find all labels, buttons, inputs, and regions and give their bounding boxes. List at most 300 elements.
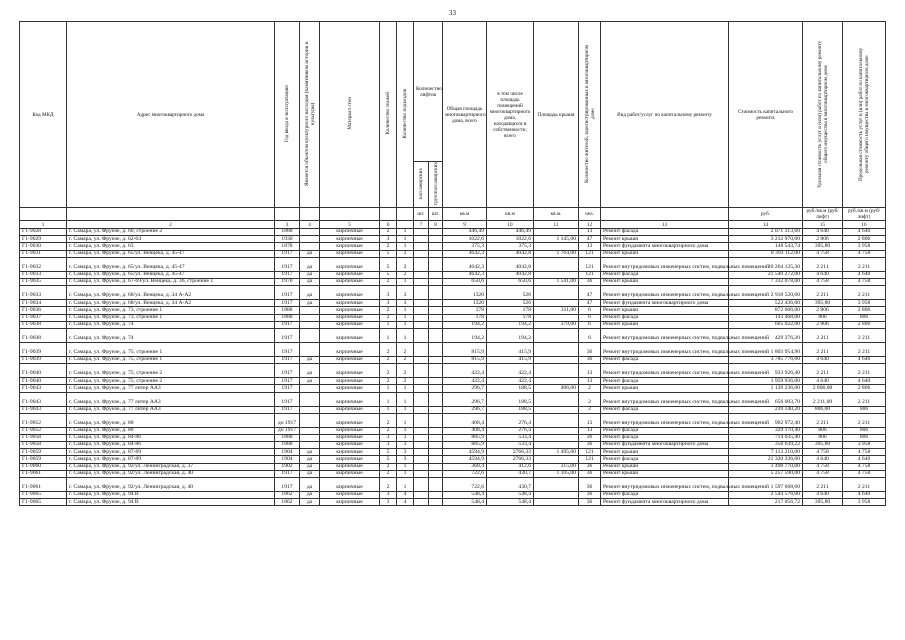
- cell-area-owned: 533,4: [487, 434, 534, 441]
- cell-work-type: Ремонт фасада: [601, 434, 729, 441]
- cell-heritage: да: [300, 271, 320, 278]
- cell-max-cost: 3 958: [843, 243, 886, 250]
- cell-wall: кирпичные: [320, 257, 380, 271]
- cell-area-total: 4594,9: [443, 456, 487, 463]
- cell-cost: 429 376,20: [729, 328, 803, 342]
- cell-address: г. Самара, ул. Фрунзе, д. 84-86: [67, 434, 275, 441]
- cell-address: г. Самара, ул. Фрунзе, д. 87-89: [67, 449, 275, 456]
- cell-floors: 2: [380, 364, 397, 378]
- cell-floors: 2: [380, 307, 397, 314]
- cell-work-type: Ремонт крыши: [601, 307, 729, 314]
- cell-roof: [534, 229, 579, 236]
- cell-unit-cost: 4 640: [803, 271, 843, 278]
- cell-wall: кирпичные: [320, 478, 380, 492]
- header-unit-cost: Удельная стоимость услуг и (или) работ по капитальному ремонту общего имущества в многоквартирном доме: [803, 22, 843, 208]
- cell-unit-cost: 2 211: [803, 342, 843, 356]
- cell-lifts-pass: [414, 279, 429, 286]
- cell-cost: 1 498 770,00: [729, 463, 803, 470]
- cell-code: Г1-9036: [20, 307, 67, 314]
- table-row: [20, 307, 886, 314]
- column-number: 12: [579, 221, 601, 229]
- column-number: 13: [601, 221, 729, 229]
- cell-wall: кирпичные: [320, 378, 380, 385]
- cell-heritage: да: [300, 478, 320, 492]
- table-row: [20, 442, 886, 449]
- cell-area-total: 650,6: [443, 279, 487, 286]
- cell-cost: 5 257 590,00: [729, 470, 803, 477]
- cell-lifts-pass: [414, 286, 429, 300]
- cell-address: г. Самара, ул. Фрунзе, д. 92/ул. Ленинградская, д. 40: [67, 470, 275, 477]
- table-row: [20, 328, 886, 342]
- cell-heritage: да: [300, 378, 320, 385]
- cell-work-type: Ремонт крыши: [601, 321, 729, 328]
- cell-area-owned: 276,4: [487, 427, 534, 434]
- cell-address: г. Самара, ул. Фрунзе, д. 80: [67, 427, 275, 434]
- cell-address: г. Самара, ул. Фрунзе, д. 75, строение 2: [67, 364, 275, 378]
- cell-area-total: 548,4: [443, 492, 487, 499]
- cell-max-cost: 4 640: [843, 356, 886, 363]
- cell-work-type: Ремонт фундамента многоквартирного дома: [601, 499, 729, 506]
- cell-residents: 47: [579, 300, 601, 307]
- cell-entrances: 2: [397, 378, 414, 385]
- cell-lifts-pass: [414, 364, 429, 378]
- page-number: 33: [449, 9, 456, 17]
- cell-year: 1917: [275, 378, 300, 385]
- cell-address: г. Самара, ул. Фрунзе, д. 84-86: [67, 442, 275, 449]
- unit-lifts-pass: шт.: [414, 208, 429, 221]
- cell-year: 1917: [275, 385, 300, 392]
- cell-heritage: [300, 406, 320, 413]
- cell-area-total: 296,7: [443, 392, 487, 406]
- cell-code: Г1-9040: [20, 378, 67, 385]
- cell-code: Г1-9037: [20, 314, 67, 321]
- cell-lifts-pass: [414, 342, 429, 356]
- cell-code: Г1-9052: [20, 413, 67, 427]
- cell-lifts-pass: [414, 243, 429, 250]
- cell-wall: кирпичные: [320, 492, 380, 499]
- cell-wall: кирпичные: [320, 406, 380, 413]
- cell-cost: 665 022,00: [729, 321, 803, 328]
- cell-roof: [534, 356, 579, 363]
- cell-residents: 36: [579, 478, 601, 492]
- cell-heritage: да: [300, 492, 320, 499]
- column-number: 8: [429, 221, 443, 229]
- cell-floors: 3: [380, 434, 397, 441]
- cell-area-total: 4642,3: [443, 257, 487, 271]
- cell-heritage: [300, 342, 320, 356]
- column-number: 9: [443, 221, 487, 229]
- column-number: 16: [843, 221, 886, 229]
- column-number: 3: [275, 221, 300, 229]
- cell-floors: 5: [380, 271, 397, 278]
- cell-lifts-cargo: [429, 300, 443, 307]
- cell-cost: 902 972,40: [729, 413, 803, 427]
- cell-lifts-cargo: [429, 442, 443, 449]
- cell-floors: 2: [380, 279, 397, 286]
- cell-cost: 7 332 078,00: [729, 279, 803, 286]
- cell-residents: 13: [579, 413, 601, 427]
- cell-lifts-cargo: [429, 413, 443, 427]
- cell-area-owned: 526: [487, 300, 534, 307]
- cell-unit-cost: 2 211: [803, 364, 843, 378]
- cell-code: Г1-9038: [20, 328, 67, 342]
- cell-unit-cost: 806: [803, 434, 843, 441]
- cell-entrances: 1: [397, 427, 414, 434]
- cell-roof: [534, 427, 579, 434]
- cell-work-type: Ремонт фасада: [601, 356, 729, 363]
- cell-area-owned: 188,5: [487, 392, 534, 406]
- cell-address: г. Самара, ул. Фрунзе, д. 65/ул. Венцека, д. 45-47: [67, 257, 275, 271]
- unit-area-owned: кв.м: [487, 208, 534, 221]
- table-row: [20, 499, 886, 506]
- cell-year: 1917: [275, 257, 300, 271]
- cell-entrances: 1: [397, 307, 414, 314]
- table-row: [20, 427, 886, 434]
- cell-floors: 3: [380, 499, 397, 506]
- unit-unit-cost: руб./кв.м (руб/лифт): [803, 208, 843, 221]
- cell-code: Г1-9065: [20, 492, 67, 499]
- cell-area-total: 178: [443, 307, 487, 314]
- table-row: [20, 279, 886, 286]
- cell-residents: 2: [579, 392, 601, 406]
- cell-address: г. Самара, ул. Фрунзе, д. 73, строение 1: [67, 307, 275, 314]
- cell-floors: 5: [380, 449, 397, 456]
- cell-entrances: 3: [397, 434, 414, 441]
- cell-wall: кирпичные: [320, 229, 380, 236]
- cell-heritage: да: [300, 356, 320, 363]
- cell-cost: 872 666,00: [729, 307, 803, 314]
- cell-wall: кирпичные: [320, 243, 380, 250]
- cell-residents: 121: [579, 271, 601, 278]
- column-number: 1: [20, 221, 67, 229]
- header-area-total: Общая площадь многоквартирного дома, всего: [443, 22, 487, 208]
- cell-address: г. Самара, ул. Фрунзе, д. 80: [67, 413, 275, 427]
- cell-residents: 13: [579, 427, 601, 434]
- cell-lifts-pass: [414, 449, 429, 456]
- cell-code: Г1-9058: [20, 434, 67, 441]
- cell-area-total: 1320: [443, 300, 487, 307]
- cell-area-owned: 2766,33: [487, 456, 534, 463]
- cell-code: Г1-9028: [20, 229, 67, 236]
- header-area-owned: в том числе площадь помещений многоквартирного дома, находящихся в собственности, всего: [487, 22, 534, 208]
- cell-entrances: 1: [397, 470, 414, 477]
- cell-address: г. Самара, ул. Фрунзе, д. 94 В: [67, 499, 275, 506]
- cell-cost: 143 468,00: [729, 314, 803, 321]
- cell-cost: 7 113 210,00: [729, 449, 803, 456]
- cell-heritage: [300, 328, 320, 342]
- cell-heritage: [300, 314, 320, 321]
- cell-address: г. Самара, ул. Фрунзе, д. 62-64: [67, 236, 275, 243]
- cell-lifts-cargo: [429, 478, 443, 492]
- cell-lifts-pass: [414, 392, 429, 406]
- cell-lifts-cargo: [429, 356, 443, 363]
- cell-entrances: 2: [397, 356, 414, 363]
- cell-unit-cost: 4 758: [803, 449, 843, 456]
- cell-roof: [534, 392, 579, 406]
- cell-cost: 148 543,74: [729, 243, 803, 250]
- cell-residents: 121: [579, 449, 601, 456]
- cell-residents: 47: [579, 236, 601, 243]
- cell-max-cost: 806: [843, 314, 886, 321]
- cell-unit-cost: 2 211,00: [803, 392, 843, 406]
- cell-area-total: 4594,9: [443, 449, 487, 456]
- cell-area-owned: 2766,33: [487, 449, 534, 456]
- cell-lifts-pass: [414, 236, 429, 243]
- cell-wall: кирпичные: [320, 427, 380, 434]
- cell-entrances: 3: [397, 286, 414, 300]
- cell-cost: 8 393 112,00: [729, 250, 803, 257]
- table-row: [20, 314, 886, 321]
- cell-wall: кирпичные: [320, 307, 380, 314]
- cell-max-cost: 2 806: [843, 385, 886, 392]
- cell-max-cost: 2 211: [843, 392, 886, 406]
- cell-work-type: Ремонт фасада: [601, 229, 729, 236]
- cell-work-type: Ремонт фундамента многоквартирного дома: [601, 442, 729, 449]
- cell-entrances: 1: [397, 385, 414, 392]
- table-row: [20, 392, 886, 406]
- cell-lifts-cargo: [429, 427, 443, 434]
- cell-wall: кирпичные: [320, 392, 380, 406]
- cell-work-type: Ремонт крыши: [601, 470, 729, 477]
- cell-year: 1904: [275, 456, 300, 463]
- cell-wall: кирпичные: [320, 456, 380, 463]
- cell-floors: 3: [380, 442, 397, 449]
- cell-address: г. Самара, ул. Фрунзе, д. 63: [67, 243, 275, 250]
- cell-heritage: [300, 385, 320, 392]
- cell-unit-cost: 2 211: [803, 328, 843, 342]
- cell-heritage: [300, 236, 320, 243]
- cell-lifts-cargo: [429, 328, 443, 342]
- cell-residents: 121: [579, 257, 601, 271]
- cell-roof: [534, 442, 579, 449]
- cell-floors: 5: [380, 250, 397, 257]
- cell-entrances: 1: [397, 314, 414, 321]
- cell-unit-cost: 4 758: [803, 250, 843, 257]
- cell-roof: [534, 413, 579, 427]
- cell-year: до 1917: [275, 413, 300, 427]
- cell-heritage: [300, 427, 320, 434]
- cell-max-cost: 4 640: [843, 456, 886, 463]
- cell-entrances: 1: [397, 406, 414, 413]
- cell-residents: 36: [579, 492, 601, 499]
- cell-entrances: 3: [397, 456, 414, 463]
- cell-lifts-pass: [414, 478, 429, 492]
- cell-max-cost: 2 211: [843, 413, 886, 427]
- cell-lifts-pass: [414, 300, 429, 307]
- cell-unit-cost: 395,80: [803, 442, 843, 449]
- cell-lifts-cargo: [429, 243, 443, 250]
- cell-work-type: Ремонт фундамента многоквартирного дома: [601, 243, 729, 250]
- cell-code: Г1-9061: [20, 478, 67, 492]
- column-number: 5: [320, 221, 380, 229]
- cell-roof: 315,00: [534, 463, 579, 470]
- cell-roof: 1 495,00: [534, 449, 579, 456]
- cell-roof: 1 145,00: [534, 236, 579, 243]
- cell-max-cost: 2 211: [843, 478, 886, 492]
- cell-cost: 239 140,20: [729, 406, 803, 413]
- cell-area-owned: 650,6: [487, 279, 534, 286]
- cell-roof: [534, 492, 579, 499]
- cell-heritage: да: [300, 470, 320, 477]
- cell-entrances: 3: [397, 300, 414, 307]
- cell-lifts-pass: [414, 492, 429, 499]
- cell-unit-cost: 395,80: [803, 499, 843, 506]
- cell-residents: 13: [579, 378, 601, 385]
- cell-address: г. Самара, ул. Фрунзе, д. 65/ул. Венцека, д. 45-47: [67, 271, 275, 278]
- cell-lifts-cargo: [429, 321, 443, 328]
- header-code: Код МКД: [20, 22, 67, 208]
- cell-area-owned: 1022,6: [487, 236, 534, 243]
- cell-area-owned: 4042,8: [487, 257, 534, 271]
- cell-wall: кирпичные: [320, 364, 380, 378]
- cell-year: 1917: [275, 271, 300, 278]
- cell-entrances: 1: [397, 478, 414, 492]
- cell-area-total: 178: [443, 314, 487, 321]
- unit-residents: чел.: [579, 208, 601, 221]
- cell-work-type: Ремонт внутридомовых инженерных систем, подвальных помещений: [601, 364, 729, 378]
- table-row: [20, 385, 886, 392]
- cell-residents: 121: [579, 250, 601, 257]
- cell-area-owned: 533,4: [487, 442, 534, 449]
- cell-residents: 6: [579, 314, 601, 321]
- cell-area-owned: 194,2: [487, 328, 534, 342]
- cell-wall: кирпичные: [320, 385, 380, 392]
- cell-address: г. Самара, ул. Фрунзе, д. 68/ул. Венцека, д. 34 А-А2: [67, 286, 275, 300]
- cell-work-type: Ремонт внутридомовых инженерных систем, подвальных помещений: [601, 413, 729, 427]
- cell-area-owned: 526: [487, 286, 534, 300]
- cell-max-cost: 4 640: [843, 492, 886, 499]
- cell-unit-cost: 806,00: [803, 406, 843, 413]
- cell-heritage: [300, 392, 320, 406]
- cell-year: 1917: [275, 342, 300, 356]
- cell-cost: 1 803 954,90: [729, 342, 803, 356]
- cell-year: 1888: [275, 307, 300, 314]
- cell-area-total: 368,4: [443, 463, 487, 470]
- cell-cost: 1 959 936,00: [729, 378, 803, 385]
- cell-lifts-cargo: [429, 257, 443, 271]
- cell-unit-cost: 4 758: [803, 470, 843, 477]
- column-number: 14: [729, 221, 803, 229]
- cell-work-type: Ремонт фундамента многоквартирного дома: [601, 300, 729, 307]
- unit-max-cost: руб./кв.м (руб/лифт): [843, 208, 886, 221]
- capital-repair-table: [19, 21, 886, 506]
- unit-roof: кв.м.: [534, 208, 579, 221]
- cell-max-cost: 4 640: [843, 378, 886, 385]
- cell-wall: кирпичные: [320, 434, 380, 441]
- cell-area-total: 408,4: [443, 413, 487, 427]
- column-number: 7: [414, 221, 429, 229]
- cell-roof: 406,00: [534, 385, 579, 392]
- cell-address: г. Самара, ул. Фрунзе, д. 74: [67, 328, 275, 342]
- cell-unit-cost: 4 640: [803, 229, 843, 236]
- cell-max-cost: 3 958: [843, 442, 886, 449]
- cell-wall: кирпичные: [320, 250, 380, 257]
- cell-work-type: Ремонт внутридомовых инженерных систем, подвальных помещений: [601, 392, 729, 406]
- cell-lifts-cargo: [429, 434, 443, 441]
- cell-wall: кирпичные: [320, 321, 380, 328]
- header-roof: Площадь крыши: [534, 22, 579, 208]
- cell-lifts-pass: [414, 406, 429, 413]
- cell-code: Г1-9031: [20, 250, 67, 257]
- cell-heritage: да: [300, 300, 320, 307]
- cell-year: 1917: [275, 392, 300, 406]
- cell-unit-cost: 2 211: [803, 286, 843, 300]
- cell-area-owned: 194,2: [487, 321, 534, 328]
- cell-work-type: Ремонт фасада: [601, 271, 729, 278]
- cell-year: 1917: [275, 250, 300, 257]
- cell-roof: [534, 257, 579, 271]
- cell-lifts-pass: [414, 328, 429, 342]
- cell-area-owned: 422,4: [487, 378, 534, 385]
- column-number: 2: [67, 221, 275, 229]
- header-lifts-pass: пассажирских: [414, 162, 429, 208]
- cell-cost: 714 035,40: [729, 434, 803, 441]
- cell-cost: 2 918 520,00: [729, 286, 803, 300]
- table-row: [20, 378, 886, 385]
- cell-entrances: 4: [397, 492, 414, 499]
- cell-residents: 121: [579, 456, 601, 463]
- cell-area-total: 815,9: [443, 356, 487, 363]
- table-row: [20, 229, 886, 236]
- cell-area-owned: 178: [487, 307, 534, 314]
- cell-lifts-cargo: [429, 456, 443, 463]
- cell-floors: 5: [380, 456, 397, 463]
- cell-year: 1888: [275, 314, 300, 321]
- header-entrances: Количество подъездов: [397, 22, 414, 208]
- cell-max-cost: 2 211: [843, 257, 886, 271]
- cell-residents: 36: [579, 279, 601, 286]
- cell-lifts-pass: [414, 229, 429, 236]
- cell-entrances: 1: [397, 392, 414, 406]
- cell-area-total: 548,4: [443, 499, 487, 506]
- cell-code: Г1-9033: [20, 286, 67, 300]
- cell-area-owned: 276,4: [487, 413, 534, 427]
- cell-unit-cost: 395,80: [803, 300, 843, 307]
- cell-year: 1917: [275, 470, 300, 477]
- table-row: [20, 236, 886, 243]
- cell-cost: 1 139 236,00: [729, 385, 803, 392]
- cell-area-total: 4642,3: [443, 250, 487, 257]
- header-lifts-cargo: грузопассажирских: [429, 162, 443, 208]
- cell-wall: кирпичные: [320, 470, 380, 477]
- cell-residents: 36: [579, 356, 601, 363]
- cell-floors: 1: [380, 385, 397, 392]
- cell-lifts-pass: [414, 257, 429, 271]
- cell-max-cost: 4 758: [843, 449, 886, 456]
- cell-max-cost: 2 806: [843, 307, 886, 314]
- cell-floors: 5: [380, 257, 397, 271]
- cell-lifts-pass: [414, 356, 429, 363]
- cell-max-cost: 4 758: [843, 463, 886, 470]
- cell-roof: 1 105,00: [534, 470, 579, 477]
- cell-entrances: 1: [397, 413, 414, 427]
- cell-area-owned: 188,5: [487, 406, 534, 413]
- cell-wall: кирпичные: [320, 328, 380, 342]
- cell-heritage: [300, 321, 320, 328]
- cell-address: г. Самара, ул. Фрунзе, д. 60, строение 2: [67, 229, 275, 236]
- cell-work-type: Ремонт фасада: [601, 314, 729, 321]
- table-row: [20, 342, 886, 356]
- cell-unit-cost: 2 806,00: [803, 385, 843, 392]
- header-max-cost: Предельная стоимость услуг и (или) работ по капитальному ремонту общего имущества в многоквартирном доме: [843, 22, 886, 208]
- cell-floors: 2: [380, 478, 397, 492]
- cell-unit-cost: 4 640: [803, 492, 843, 499]
- cell-area-owned: 178: [487, 314, 534, 321]
- cell-lifts-cargo: [429, 385, 443, 392]
- header-wall: Материал стен: [320, 22, 380, 208]
- cell-entrances: 1: [397, 321, 414, 328]
- cell-work-type: Ремонт внутридомовых инженерных систем, подвальных помещений: [601, 286, 729, 300]
